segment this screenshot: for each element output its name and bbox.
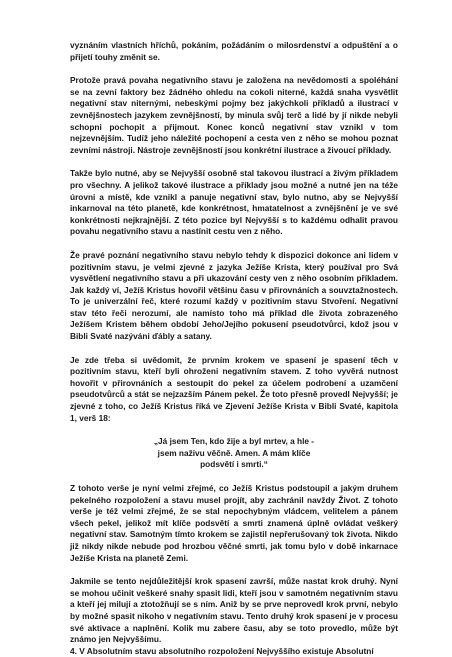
paragraph-language-of-jesus: Že pravé poznání negativního stavu nebylo tehdy k dispozici dokonce ani lidem v pozitivním stavu, je velmi zjevné z jazyka Ježíše Krista, který používal pro Svá vysvětlení negativního stavu a při ukazování cesty ven z něho osobním příkladem. Jak každý ví, Ježíš Kristus hovořil většinu času v přirovnáních a souvztažnostech. To je univerzální řeč, které rozumí každý v pozitivním stavu Stvoření. Negativní stav této řeči nerozumí, ale namísto toho má příklad dle života zobrazeného Ježíšem Kristem během období Jeho/Jejího pokusení pseudotvůrci, kdož jsou v Bibli Svaté nazýváni ďábly a satany. bbox=[70, 249, 398, 342]
paragraph-first-step: Je zde třeba si uvědomit, že prvním krokem ve spasení je spasení těch v pozitivním stavu, kteří byli ohroženi negativním stavem. Z toho vyvěrá nutnost hovořit v přirovnáních a sestoupit do pekel za účelem podrobení a uzamčení pseudotvůrců a stát se nejzazším Pánem pekel. Že toto přesně provedl Nejvyšší; je zjevné z toho, co Ježíš Kristus říká ve Zjevení Ježíše Krista v Bibli Svaté, kapitola 1, verš 18: bbox=[70, 354, 398, 423]
quote-line: jsem naživu věčně. Amen. A mám klíče bbox=[157, 447, 311, 458]
bible-quote bbox=[70, 436, 398, 471]
paragraph-confession: vyznáním vlastních hříchů, pokáním, požádáním o milosrdenství a odpuštění a o přijetí touhy změnit se. bbox=[70, 40, 398, 62]
quote-line: „Já jsem Ten, kdo žije a byl mrtev, a hle - bbox=[153, 436, 315, 447]
numbered-point-4: 4. V Absolutním stavu absolutního rozpoložení Nejvyššího existuje Absolutní bbox=[70, 645, 374, 656]
quote-line: podsvětí i smrti.“ bbox=[200, 459, 268, 470]
paragraph-incarnation: Takže bylo nutné, aby se Nejvyšší osobně stal takovou ilustrací a živým příkladem pro všechny. A jelikož takové ilustrace a příklady jsou možné a nutné jen na téže úrovni a místě, kde vznikl a panuje negativní stav, bylo nutno, aby se Nejvyšší inkarnoval na této planetě, kde konkrétnost, hmatatelnost a zvnějšnění je ve své konkrétnosti nejkrajnější. Z této pozice byl Nejvyšší s to každému odhalit pravou povahu negativního stavu a nastínit cestu ven z něho. bbox=[70, 168, 398, 237]
paragraph-verse-meaning: Z tohoto verše je nyní velmi zřejmé, co Ježíš Kristus podstoupil a jakým druhem pekelného rozpoložení a stavu musel projít, aby zachránil navždy Život. Z tohoto verše je též velmi zřejmé, že se stal nepochybným vládcem, velitelem a pánem všech pekel, jelikož mít klíče podsvětí a smrti znamená úplně ovládat veškerý negativní stav. Samotným tímto krokem se zajistil nepřerušovaný tok života. Nikdo již nikdy nikde nebude pod hrozbou věčné smrti, jak tomu bylo v době inkarnace Ježíše Krista na planetě Zemi. bbox=[70, 483, 398, 563]
paragraph-nature-of-negative-state: Protože pravá povaha negativního stavu je založena na nevědomosti a spoléhání se na zevní faktory bez žádného ohledu na cokoli niterné, každá snaha vysvětlit negativní stav niternými, nebeskými pojmy bez jakýchkoli příkladů a ilustrací v zevnějšnostech jazykem zevnějšností, by minula svůj terč a lidé by jí nikde nebyli schopni pochopit a přijmout. Konec konců negativní stav vznikl v tom nejzevnějším. Tudíž jeho náležité pochopení a cesta ven z něho se mohou poznat zevními nástroji. Nástroje zevnějšností jsou konkrétní ilustrace a živoucí příklady. bbox=[70, 75, 398, 155]
paragraph-second-step: Jakmile se tento nejdůležitější krok spasení završí, může nastat krok druhý. Nyní se mohou učinit veškeré snahy spasit lidi, kteří jsou v samotném negativním stavu a kteří jej milují a ztotožňují se s ním. Aniž by se prve neprovedl krok první, nebylo by možné spasit nikoho v negativním stavu. Tento druhý krok spasení je v procesu své aktivace a naplnění. Kolik mu zabere času, aby se toto provedlo, může být známo jen Nejvyššímu. bbox=[70, 576, 398, 645]
